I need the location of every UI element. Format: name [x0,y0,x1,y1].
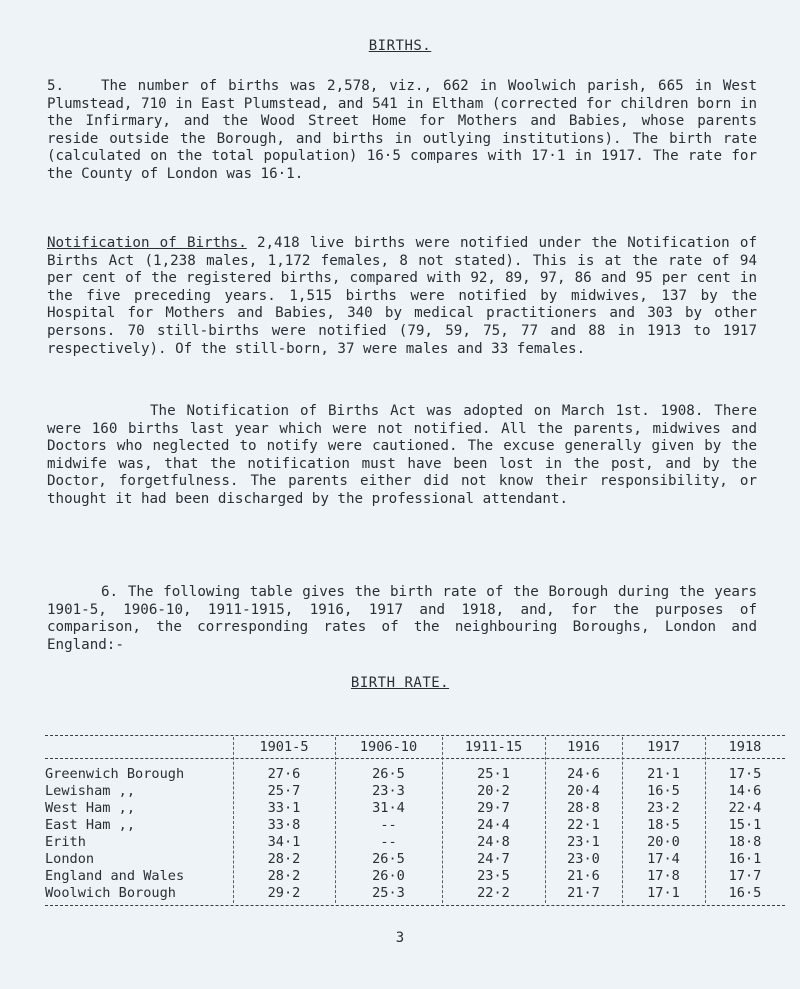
row-label: London [45,851,95,867]
table-cell: 33·8 [267,817,301,833]
notification-paragraph [47,235,757,358]
paragraph-5-text: The number of births was 2,578, viz., 662 in Woolwich parish, 665 in West Plumstead, 710 in East Plumstead, and 541 in Eltham (corrected for children born in the Infirmary, and the Wood Street Home for Mothers and Babies, whose parents reside outside the Borough, and births in outlying institutions). The birth rate (calculated on the total population) 16·5 compares with 17·1 in 1917. The rate for the County of London was 16·1. [47,78,757,182]
row-label: Erith [45,834,86,850]
table-cell: 23·3 [372,783,405,799]
act-text: The Notification of Births Act was adopted on March 1st. 1908. There were 160 births last year which were not notified. All the parents, midwives and Doctors who neglected to notify were cautioned. The excuse generally given by the midwife was, that the notification must have been lost in the post, and by the Doctor, forgetfulness. The parents either did not know their responsibility, or thought it had been discharged by the professional attendant. [47,403,757,507]
paragraph-6 [47,584,757,654]
column-header: 1911-15 [464,739,523,755]
table-cell: 20·4 [567,783,600,799]
table-cell: 26·5 [372,851,405,867]
column-header: 1918 [728,739,762,755]
table-cell: 17·4 [647,851,680,867]
table-row [45,885,785,901]
table-cell: 28·8 [567,800,600,816]
table-cell: 17·7 [728,868,762,884]
table-cell: 24·7 [477,851,510,867]
column-header: 1917 [647,739,680,755]
table-cell: 29·2 [267,885,301,901]
table-header-rule [45,758,785,759]
paragraph-5 [47,78,757,184]
table-row [45,800,785,816]
row-label: West Ham ,, [45,800,136,816]
table-cell: 18·5 [647,817,680,833]
table-row [45,851,785,867]
table-cell: 20·0 [647,834,680,850]
table-cell: 24·6 [567,766,600,782]
column-header: 1916 [567,739,600,755]
table-cell: -- [380,817,397,833]
table-cell: 17·1 [647,885,680,901]
birth-rate-title: BIRTH RATE. [350,675,450,691]
table-top-rule [45,735,785,736]
table-row [45,868,785,884]
table-cell: 26·5 [372,766,405,782]
table-cell: 25·3 [372,885,405,901]
table-cell: 14·6 [728,783,762,799]
table-cell: 31·4 [372,800,405,816]
table-cell: 21·7 [567,885,600,901]
table-cell: 23·1 [567,834,600,850]
table-row [45,766,785,782]
act-paragraph [47,403,757,509]
table-bottom-rule [45,905,785,906]
column-header: 1906-10 [359,739,418,755]
table-cell: 16·1 [728,851,762,867]
table-cell: 28·2 [267,851,301,867]
table-cell: 22·4 [728,800,762,816]
table-row [45,817,785,833]
notification-title: Notification of Births. [47,235,247,251]
table-cell: 15·1 [728,817,762,833]
table-cell: 17·8 [647,868,680,884]
table-row [45,834,785,850]
births-heading: BIRTHS. [368,38,432,54]
table-cell: 18·8 [728,834,762,850]
table-cell: 21·1 [647,766,680,782]
row-label: Lewisham ,, [45,783,136,799]
table-cell: 24·8 [477,834,510,850]
table-cell: 33·1 [267,800,301,816]
table-cell: 21·6 [567,868,600,884]
table-cell: 23·0 [567,851,600,867]
paragraph-6-number: 6. [101,584,119,600]
row-label: England and Wales [45,868,185,884]
table-cell: 27·6 [267,766,301,782]
table-cell: 34·1 [267,834,301,850]
column-header: 1901-5 [259,739,309,755]
table-cell: 22·2 [477,885,510,901]
paragraph-6-text: The following table gives the birth rate of the Borough during the years 1901-5, 1906-10, 1911-1915, 1916, 1917 and 1918, and, for the purposes of comparison, the corresponding rates of the neighbouring Boroughs, London and England:- [47,584,758,653]
table-cell: 16·5 [647,783,680,799]
table-cell: 25·1 [477,766,510,782]
table-cell: 16·5 [728,885,762,901]
row-label: Greenwich Borough [45,766,185,782]
table-cell: 28·2 [267,868,301,884]
table-cell: 29·7 [477,800,510,816]
table-cell: 23·2 [647,800,680,816]
table-row [45,783,785,799]
table-cell: 22·1 [567,817,600,833]
table-cell: -- [380,834,397,850]
table-cell: 17·5 [728,766,762,782]
table-cell: 20·2 [477,783,510,799]
paragraph-5-number: 5. [47,78,65,94]
page-number: 3 [395,930,405,946]
table-cell: 26·0 [372,868,405,884]
table-cell: 25·7 [267,783,301,799]
notification-text: 2,418 live births were notified under the Notification of Births Act (1,238 males, 1,172 females, 8 not stated). This is at the rate of 94 per cent of the registered births, compared with 92, 89, 97, 86 and 95 per cent in the five preceding years. 1,515 births were notified by midwives, 137 by the Hospital for Mothers and Babies, 340 by medical practitioners and 303 by other persons. 70 still-births were notified (79, 59, 75, 77 and 88 in 1913 to 1917 respectively). Of the still-born, 37 were males and 33 females. [47,235,757,357]
table-cell: 23·5 [477,868,510,884]
row-label: Woolwich Borough [45,885,176,901]
row-label: East Ham ,, [45,817,136,833]
table-cell: 24·4 [477,817,510,833]
